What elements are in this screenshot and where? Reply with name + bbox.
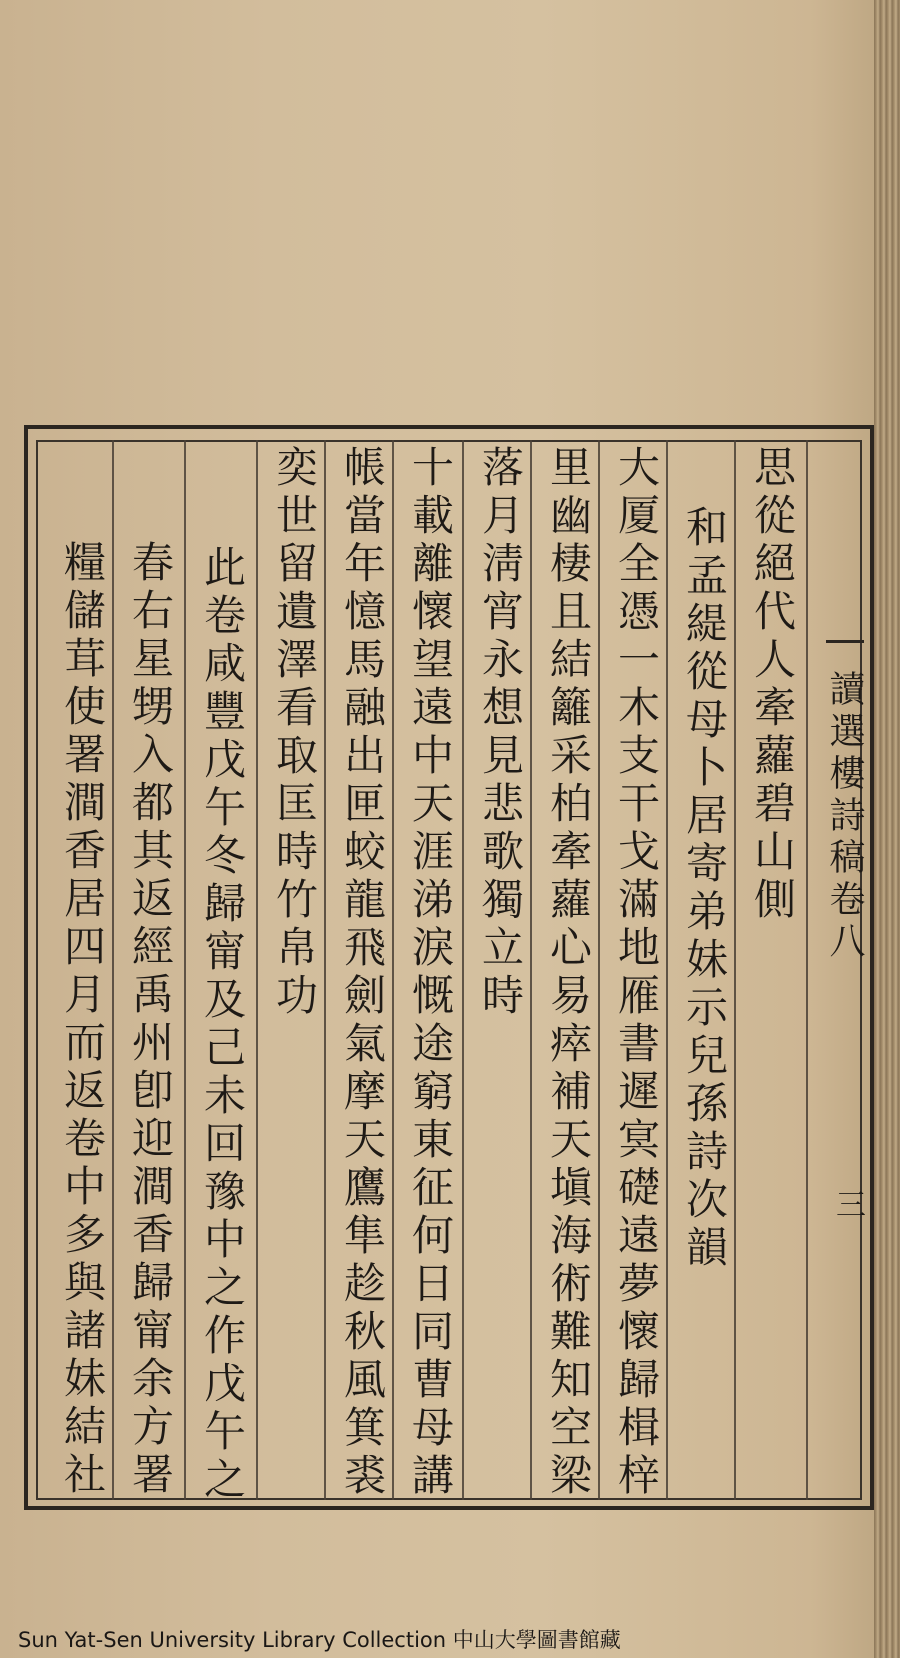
column-rule [806,440,808,1500]
text-column-1: 思從絕代人牽蘿碧山側 [748,445,797,925]
book-title-column: 讀選樓詩稿卷八 [824,670,865,964]
text-column-4: 里幽棲且結籬采柏牽蘿心易瘁補天塡海術難知空梁 [544,445,593,1501]
text-column-9: 此卷咸豐戊午冬歸甯及己未回豫中之作戊午之 [198,545,247,1505]
column-rule [112,440,114,1500]
folio-number: 三 [836,1188,866,1223]
column-rule [530,440,532,1500]
collection-caption: Sun Yat-Sen University Library Collection 中山大學圖書館藏 [18,1628,621,1652]
column-rule [324,440,326,1500]
column-rule [598,440,600,1500]
column-rule [184,440,186,1500]
column-rule [462,440,464,1500]
fishtail-mark [826,640,864,663]
text-column-7: 帳當年憶馬融出匣蛟龍飛劍氣摩天鷹隼趁秋風箕裘 [338,445,387,1501]
column-rule [392,440,394,1500]
column-rule [734,440,736,1500]
text-column-10: 春右星甥入都其返經禹州卽迎澗香歸甯余方署 [126,540,175,1500]
text-column-6: 十載離懷望遠中天涯涕淚慨途窮東征何日同曹母講 [406,445,455,1501]
column-rule [666,440,668,1500]
text-column-11: 糧儲茸使署澗香居四月而返卷中多與諸妹結社 [58,540,107,1500]
text-column-3: 大厦全憑一木支干戈滿地雁書遲㝠礎遠夢懷歸楫梓 [612,445,661,1501]
page-edge [874,0,900,1658]
text-column-2: 和孟緹從母卜居寄弟妹示兒孫詩次韻 [680,505,729,1273]
column-rule [256,440,258,1500]
text-column-5: 落月淸宵永想見悲歌獨立時 [476,445,525,1021]
text-column-8: 奕世留遺澤看取匡時竹帛功 [270,445,319,1021]
